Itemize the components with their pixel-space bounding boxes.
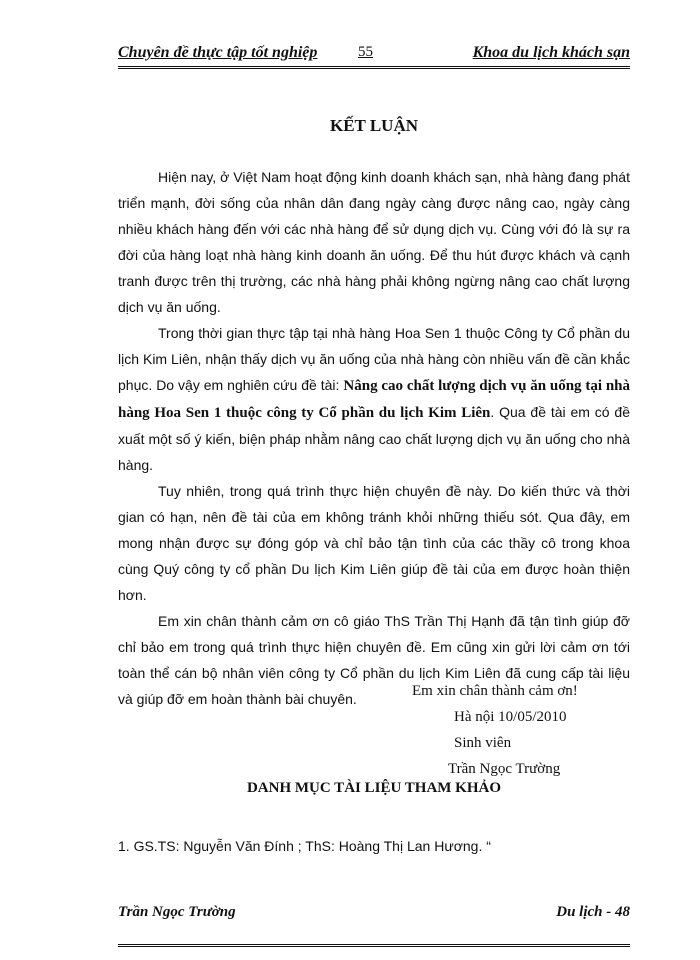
paragraph-3: Tuy nhiên, trong quá trình thực hiện chuyên đề này. Do kiến thức và thời gian có hạn, nên đề tài của em không tránh khỏi những thiếu sót. Qua đây, em mong nhận được sự đóng góp và chỉ bảo tận tình của các thầy cô trong khoa cùng Quý công ty cổ phần Du lịch Kim Liên giúp đề tài của em được hoàn thiện hơn. [118,483,630,603]
paragraph-1: Hiện nay, ở Việt Nam hoạt động kinh doanh khách sạn, nhà hàng đang phát triển mạnh, đời sống của nhân dân đang ngày càng được nâng cao, ngày càng nhiều khách hàng đến với các nhà hàng để sử dụng dịch vụ. Cùng với đó là sự ra đời của hàng loạt nhà hàng kinh doanh ăn uống. Để thu hút được khách và cạnh tranh được trên thị trường, các nhà hàng phải không ngừng nâng cao chất lượng dịch vụ ăn uống. [118,169,630,315]
references-title: DANH MỤC TÀI LIỆU THAM KHẢO [246,780,502,796]
footer-double-rule [118,944,630,947]
footer-left-text: Trần Ngọc Trường [118,904,236,920]
paragraph-2-intro: Trong thời gian thực tập tại nhà hàng Hoa Sen 1 thuộc Công ty Cổ phần du lịch Kim Liên, nhận thấy dịch vụ ăn uống của nhà hàng còn nhiều vấn đề cần khắc phục. Do vậy em nghiên cứu đề tài: [118,325,630,393]
closing-date: Hà nội 10/05/2010 [454,709,567,725]
closing-thanks: Em xin chân thành cảm ơn! [412,683,578,699]
conclusion-body [118,164,630,712]
closing-block [412,678,578,782]
reference-item-1: 1. GS.TS: Nguyễn Văn Đính ; ThS: Hoàng Thị Lan Hương. “ [118,838,491,854]
page-footer [118,902,630,948]
header-right-text: Khoa du lịch khách sạn [472,44,630,61]
page-title: KẾT LUẬN [329,116,418,135]
footer-right-text: Du lịch - 48 [556,904,630,920]
paragraph-4: Em xin chân thành cảm ơn cô giáo ThS Trần Thị Hạnh đã tận tình giúp đỡ chỉ bảo em trong quá trình thực hiện chuyên đề. Em cũng xin gửi lời cảm ơn tới toàn thể cán bộ nhân viên công ty Cổ phần du lịch Kim Liên đã cung cấp tài liệu và giúp đỡ em hoàn thành bài chuyên. [118,613,630,707]
closing-role: Sinh viên [454,735,512,751]
paragraph-2 [118,320,630,478]
page-header [118,40,630,69]
paragraph-2-topic: Nâng cao chất lượng dịch vụ ăn uống tại nhà hàng Hoa Sen 1 thuộc công ty Cổ phần du lịch Kim Liên [118,378,630,421]
closing-name: Trần Ngọc Trường [448,761,561,777]
header-left-text: Chuyên đề thực tập tốt nghiệp [118,44,318,61]
paragraph-2-outro: . Qua đề tài em có đề xuất một số ý kiến, biện pháp nhằm nâng cao chất lượng dịch vụ ăn uống cho nhà hàng. [118,404,630,473]
header-page-number: 55 [358,44,373,60]
